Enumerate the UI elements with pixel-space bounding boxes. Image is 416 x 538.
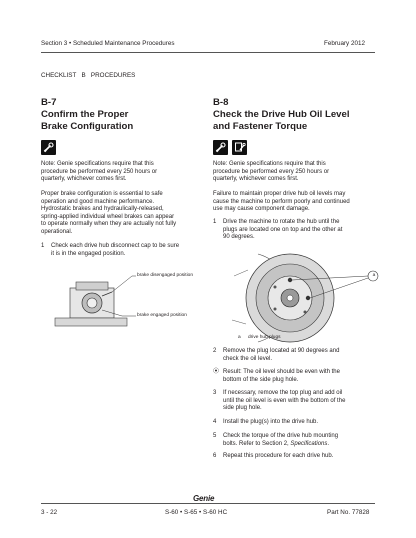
result-icon: ⦿	[213, 369, 220, 375]
footer-rule	[41, 503, 375, 504]
header-rule	[41, 52, 375, 53]
wrench-icon	[41, 140, 56, 155]
genie-logo: Genie	[193, 494, 215, 503]
b7-note: Note: Genie specifications require that this procedure be performed every 250 hours or quarterly, whichever comes first.	[41, 161, 158, 183]
part-number: Part No. 77828	[327, 509, 370, 516]
b7-paragraph: Proper brake configuration is essential to safe operation and good machine performance. Hydrostatic brakes and hydraulically-released, spring-applied individual wheel brakes can appear to operate normally when they are actually not fully operational.	[41, 191, 177, 235]
leader-disengaged	[112, 276, 132, 292]
b8-paragraph: Failure to maintain proper drive hub oil levels may cause the machine to perform poorly and continued use may cause component damage.	[213, 191, 350, 213]
b8-code: B-8	[213, 97, 229, 108]
b7-title-line-1: Confirm the Proper	[41, 109, 129, 120]
legend-drive-hub-plugs: drive hub plugs	[248, 335, 281, 340]
callout-a: a	[372, 273, 376, 278]
checklist-heading: CHECKLIST B PROCEDURES	[41, 72, 136, 79]
model-list: S-60 • S-65 • S-60 HC	[165, 509, 228, 516]
drive-hub-drawing	[232, 254, 334, 342]
b8-title-line-2: and Fastener Torque	[213, 121, 308, 132]
header-date: February 2012	[324, 40, 365, 47]
label-brake-engaged: brake engaged position	[137, 313, 187, 318]
label-brake-disengaged: brake disengaged position	[137, 273, 194, 278]
b7-title-line-2: Brake Configuration	[41, 121, 134, 132]
b7-code: B-7	[41, 97, 57, 108]
section-header: Section 3 • Scheduled Maintenance Procedures	[41, 40, 175, 47]
wrench-icon	[213, 140, 228, 155]
b8-title-line-1: Check the Drive Hub Oil Level	[213, 109, 350, 120]
manual-icon	[232, 140, 247, 155]
drive-hub-illustration	[228, 250, 388, 346]
legend-letter: a	[238, 335, 241, 340]
b8-note: Note: Genie specifications require that this procedure be performed every 250 hours or quarterly, whichever comes first.	[213, 161, 330, 183]
page-number: 3 - 22	[41, 509, 58, 516]
